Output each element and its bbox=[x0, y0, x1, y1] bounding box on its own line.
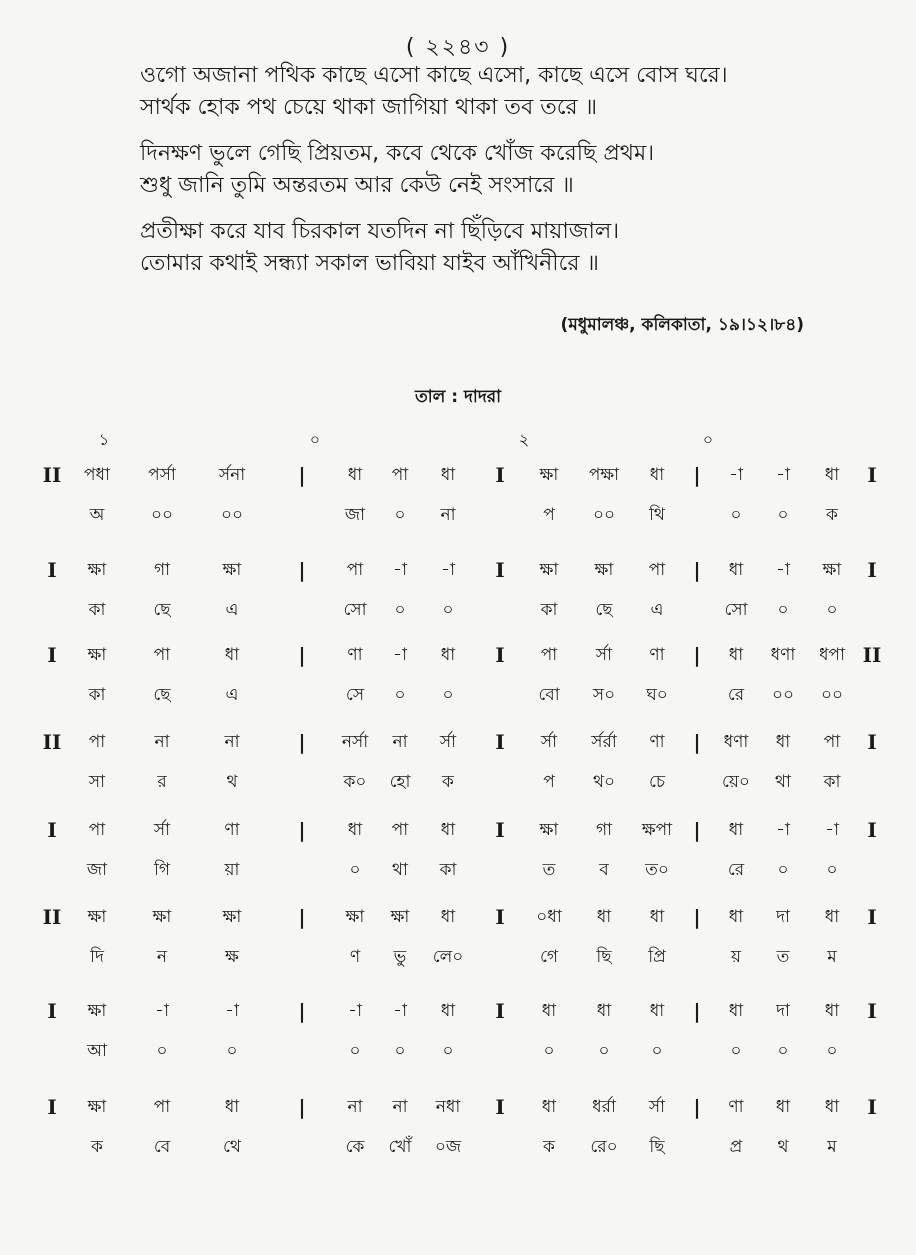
lyric-syllable: ক bbox=[91, 1137, 103, 1157]
swara-note: দা bbox=[776, 907, 790, 927]
lyric-syllable: হো bbox=[389, 772, 411, 792]
swara-note: ণা bbox=[224, 820, 240, 840]
swara-note: -া bbox=[776, 820, 790, 840]
lyric-syllable: ০০ bbox=[592, 505, 616, 525]
swara-note: -া bbox=[393, 1001, 407, 1021]
swara-note: ক্ষা bbox=[222, 907, 242, 927]
lyric-syllable: ০ bbox=[730, 505, 742, 525]
lyric-syllable: গে bbox=[539, 947, 559, 967]
lyric-syllable: ০ bbox=[777, 505, 789, 525]
swara-note: পধা bbox=[84, 465, 110, 485]
lyric-syllable: কে bbox=[345, 1137, 365, 1157]
lyric-syllable: ব bbox=[599, 860, 609, 880]
lyric-syllable: ছে bbox=[153, 600, 171, 620]
bar-line: I bbox=[495, 643, 505, 667]
lyric-syllable: ম bbox=[827, 1137, 837, 1157]
bar-line: I bbox=[495, 730, 505, 754]
swara-note: ধা bbox=[728, 645, 744, 665]
swara-note: ধা bbox=[775, 732, 791, 752]
swara-note: পা bbox=[153, 1097, 171, 1117]
lyric-syllable: সা bbox=[88, 772, 106, 792]
bar-line: I bbox=[47, 999, 57, 1023]
lyric-syllable: দি bbox=[90, 947, 104, 967]
bar-line: I bbox=[495, 463, 505, 487]
swara-note: ধা bbox=[347, 820, 363, 840]
lyric-syllable: ঘ০ bbox=[646, 685, 668, 705]
lyric-syllable: থে bbox=[223, 1137, 241, 1157]
bar-line: I bbox=[867, 463, 877, 487]
swara-note: ধা bbox=[649, 907, 665, 927]
bar-line: | bbox=[298, 905, 306, 929]
lyric-syllable: ভু bbox=[393, 947, 407, 967]
lyric-syllable: এ bbox=[650, 600, 664, 620]
swara-note: না bbox=[154, 732, 170, 752]
swara-note: ধা bbox=[728, 907, 744, 927]
swara-note: ধা bbox=[824, 1001, 840, 1021]
swara-note: ধা bbox=[440, 645, 456, 665]
swara-note: ধা bbox=[824, 1097, 840, 1117]
lyric-syllable: কা bbox=[88, 685, 106, 705]
lyric-syllable: জা bbox=[344, 505, 366, 525]
bar-line: I bbox=[867, 818, 877, 842]
lyric-syllable: ০ bbox=[826, 860, 838, 880]
lyric-syllable: ০০ bbox=[220, 505, 244, 525]
bar-line: | bbox=[298, 558, 306, 582]
bar-line: | bbox=[693, 1095, 701, 1119]
swara-note: র্সা bbox=[648, 1097, 666, 1117]
swara-note: ধা bbox=[347, 465, 363, 485]
swara-note: ক্ষা bbox=[594, 560, 614, 580]
bar-line: | bbox=[298, 730, 306, 754]
swara-note: ধা bbox=[596, 1001, 612, 1021]
lyric-syllable: প bbox=[543, 505, 555, 525]
lyric-syllable: ০ bbox=[777, 860, 789, 880]
swara-note: ধণা bbox=[770, 645, 796, 665]
swara-note: ক্ষা bbox=[390, 907, 410, 927]
lyric-syllable: ছে bbox=[595, 600, 613, 620]
lyric-syllable: সে bbox=[345, 685, 365, 705]
lyric-syllable: ক bbox=[442, 772, 454, 792]
swara-note: -া bbox=[776, 560, 790, 580]
swara-note: পা bbox=[391, 465, 409, 485]
bar-line: | bbox=[693, 905, 701, 929]
swara-note: -া bbox=[776, 465, 790, 485]
lyric-syllable: থা bbox=[392, 860, 408, 880]
swara-note: ক্ষা bbox=[87, 1097, 107, 1117]
swara-note: ধা bbox=[824, 465, 840, 485]
bar-line: I bbox=[495, 558, 505, 582]
lyric-syllable: ত bbox=[776, 947, 790, 967]
swara-note: পক্ষা bbox=[588, 465, 620, 485]
swara-note: ধা bbox=[440, 820, 456, 840]
swara-note: ধা bbox=[440, 907, 456, 927]
swara-note: ধা bbox=[728, 560, 744, 580]
swara-note: ক্ষা bbox=[539, 820, 559, 840]
bar-line: I bbox=[495, 999, 505, 1023]
lyric-syllable: ম bbox=[827, 947, 837, 967]
swara-note: র্সা bbox=[540, 732, 558, 752]
lyric-syllable: ০জ bbox=[434, 1137, 462, 1157]
swara-note: ক্ষা bbox=[822, 560, 842, 580]
swara-note: পা bbox=[88, 820, 106, 840]
swara-note: র্সা bbox=[153, 820, 171, 840]
lyric-syllable: আ bbox=[87, 1041, 107, 1061]
lyric-syllable: ছে bbox=[153, 685, 171, 705]
lyric-syllable: ০ bbox=[394, 505, 406, 525]
beat-mark: ১ bbox=[98, 430, 110, 449]
lyric-syllable: স০ bbox=[592, 685, 616, 705]
swara-note: ধা bbox=[775, 1097, 791, 1117]
lyric-syllable: ক bbox=[826, 505, 838, 525]
swara-note: -া bbox=[441, 560, 455, 580]
bar-line: | bbox=[693, 818, 701, 842]
lyric-syllable: খোঁ bbox=[388, 1137, 412, 1157]
lyric-syllable: ন bbox=[156, 947, 168, 967]
swara-note: -া bbox=[393, 560, 407, 580]
swara-note: পা bbox=[540, 645, 558, 665]
swara-note: ক্ষা bbox=[87, 907, 107, 927]
lyric-syllable: ০ bbox=[394, 1041, 406, 1061]
lyric-syllable: কা bbox=[823, 772, 841, 792]
swara-note: র্সনা bbox=[218, 465, 246, 485]
source-citation: (মধুমালঞ্চ, কলিকাতা, ১৯।১২।৮৪) bbox=[560, 315, 804, 335]
lyric-syllable: রে bbox=[727, 860, 745, 880]
beat-mark: ২ bbox=[518, 430, 530, 449]
tal-heading: তাল : দাদরা bbox=[414, 387, 502, 407]
lyric-syllable: লে০ bbox=[432, 947, 464, 967]
swara-note: ধণা bbox=[723, 732, 749, 752]
swara-note: -া bbox=[825, 820, 839, 840]
swara-note: ক্ষা bbox=[539, 560, 559, 580]
swara-note: ধা bbox=[224, 645, 240, 665]
swara-note: -া bbox=[155, 1001, 169, 1021]
beat-mark: ০ bbox=[702, 430, 714, 449]
lyric-syllable: থ bbox=[226, 772, 238, 792]
bar-line: | bbox=[298, 643, 306, 667]
lyric-syllable: ০ bbox=[442, 1041, 454, 1061]
swara-note: ণা bbox=[649, 732, 665, 752]
lyric-syllable: প্র bbox=[729, 1137, 743, 1157]
swara-note: ক্ষা bbox=[152, 907, 172, 927]
lyric-syllable: ০ bbox=[349, 860, 361, 880]
bar-line: I bbox=[495, 818, 505, 842]
lyric-syllable: চে bbox=[648, 772, 666, 792]
bar-line: II bbox=[862, 643, 882, 667]
lyric-line: শুধু জানি তুমি অন্তরতম আর কেউ নেই সংসারে ॥ bbox=[140, 173, 574, 198]
bar-line: I bbox=[867, 730, 877, 754]
lyric-syllable: প্রি bbox=[648, 947, 666, 967]
lyric-line: তোমার কথাই সন্ধ্যা সকাল ভাবিয়া যাইব আঁখিনীরে ॥ bbox=[140, 251, 599, 276]
swara-note: পর্সা bbox=[148, 465, 176, 485]
lyric-syllable: ০ bbox=[543, 1041, 555, 1061]
swara-note: গা bbox=[595, 820, 613, 840]
lyric-syllable: ০ bbox=[598, 1041, 610, 1061]
lyric-line: প্রতীক্ষা করে যাব চিরকাল যতদিন না ছিঁড়িবে মায়াজাল। bbox=[140, 219, 620, 244]
swara-note: ধা bbox=[649, 1001, 665, 1021]
swara-note: দা bbox=[776, 1001, 790, 1021]
lyric-syllable: ণ bbox=[349, 947, 361, 967]
swara-note: -া bbox=[225, 1001, 239, 1021]
lyric-syllable: বো bbox=[538, 685, 560, 705]
swara-note: ক্ষা bbox=[87, 560, 107, 580]
swara-note: নর্সা bbox=[341, 732, 369, 752]
swara-note: ণা bbox=[728, 1097, 744, 1117]
lyric-syllable: ত bbox=[542, 860, 556, 880]
bar-line: | bbox=[693, 558, 701, 582]
bar-line: I bbox=[867, 1095, 877, 1119]
lyric-syllable: ০ bbox=[777, 1041, 789, 1061]
lyric-syllable: গি bbox=[153, 860, 171, 880]
lyric-syllable: ছি bbox=[649, 1137, 665, 1157]
lyric-syllable: কা bbox=[439, 860, 457, 880]
bar-line: | bbox=[298, 1095, 306, 1119]
swara-note: ধা bbox=[824, 907, 840, 927]
lyric-line: সার্থক হোক পথ চেয়ে থাকা জাগিয়া থাকা তব তরে ॥ bbox=[140, 95, 598, 120]
swara-note: ধা bbox=[541, 1097, 557, 1117]
lyric-syllable: সো bbox=[724, 600, 748, 620]
bar-line: | bbox=[298, 463, 306, 487]
swara-note: ণা bbox=[347, 645, 363, 665]
swara-note: পা bbox=[153, 645, 171, 665]
swara-note: ণা bbox=[649, 645, 665, 665]
bar-line: I bbox=[867, 999, 877, 1023]
lyric-syllable: র bbox=[157, 772, 167, 792]
swara-note: নধা bbox=[435, 1097, 461, 1117]
swara-note: না bbox=[224, 732, 240, 752]
bar-line: I bbox=[867, 905, 877, 929]
swara-note: ধর্রা bbox=[592, 1097, 616, 1117]
swara-note: -া bbox=[729, 465, 743, 485]
swara-note: না bbox=[392, 732, 408, 752]
lyric-syllable: প bbox=[543, 772, 555, 792]
bar-line: II bbox=[42, 463, 62, 487]
swara-note: -া bbox=[393, 645, 407, 665]
swara-note: ক্ষা bbox=[345, 907, 365, 927]
lyric-syllable: থ bbox=[777, 1137, 789, 1157]
swara-note: ধপা bbox=[819, 645, 845, 665]
swara-note: গা bbox=[153, 560, 171, 580]
lyric-syllable: ০০ bbox=[150, 505, 174, 525]
lyric-syllable: ০ bbox=[651, 1041, 663, 1061]
swara-note: পা bbox=[648, 560, 666, 580]
swara-note: না bbox=[392, 1097, 408, 1117]
lyric-line: দিনক্ষণ ভুলে গেছি প্রিয়তম, কবে থেকে খোঁজ করেছি প্রথম। bbox=[140, 141, 655, 166]
bar-line: I bbox=[47, 643, 57, 667]
swara-note: পা bbox=[88, 732, 106, 752]
lyric-syllable: রে bbox=[727, 685, 745, 705]
lyric-syllable: ০ bbox=[826, 600, 838, 620]
bar-line: | bbox=[693, 643, 701, 667]
lyric-syllable: কা bbox=[88, 600, 106, 620]
lyric-syllable: ০০ bbox=[820, 685, 844, 705]
lyric-syllable: রে০ bbox=[590, 1137, 618, 1157]
lyric-syllable: ক০ bbox=[343, 772, 367, 792]
swara-note: ক্ষা bbox=[222, 560, 242, 580]
lyric-syllable: ০ bbox=[394, 685, 406, 705]
lyric-syllable: সো bbox=[343, 600, 367, 620]
lyric-line: ওগো অজানা পথিক কাছে এসো কাছে এসো, কাছে এসে বোস ঘরে। bbox=[140, 63, 728, 88]
swara-note: ক্ষা bbox=[87, 645, 107, 665]
lyric-syllable: ক bbox=[543, 1137, 555, 1157]
swara-note: পা bbox=[346, 560, 364, 580]
bar-line: | bbox=[693, 730, 701, 754]
lyric-syllable: ০ bbox=[442, 685, 454, 705]
swara-note: ধা bbox=[728, 820, 744, 840]
bar-line: II bbox=[42, 905, 62, 929]
page-number: ( ২২৪৩ ) bbox=[405, 35, 511, 60]
lyric-syllable: য় bbox=[730, 947, 742, 967]
lyric-syllable: এ bbox=[225, 600, 239, 620]
bar-line: I bbox=[47, 558, 57, 582]
lyric-syllable: ০ bbox=[442, 600, 454, 620]
lyric-syllable: ত০ bbox=[645, 860, 669, 880]
lyric-syllable: ০ bbox=[156, 1041, 168, 1061]
beat-mark: ০ bbox=[309, 430, 321, 449]
bar-line: I bbox=[867, 558, 877, 582]
swara-note: ধা bbox=[440, 1001, 456, 1021]
lyric-syllable: ০ bbox=[777, 600, 789, 620]
lyric-syllable: না bbox=[440, 505, 456, 525]
swara-note: ধা bbox=[728, 1001, 744, 1021]
bar-line: | bbox=[298, 818, 306, 842]
swara-note: না bbox=[347, 1097, 363, 1117]
lyric-syllable: কা bbox=[540, 600, 558, 620]
lyric-syllable: ০ bbox=[226, 1041, 238, 1061]
bar-line: I bbox=[47, 818, 57, 842]
lyric-syllable: এ bbox=[225, 685, 239, 705]
swara-note: র্সা bbox=[595, 645, 613, 665]
bar-line: | bbox=[693, 999, 701, 1023]
swara-note: র্সর্রা bbox=[591, 732, 617, 752]
swara-note: পা bbox=[823, 732, 841, 752]
swara-note: ধা bbox=[224, 1097, 240, 1117]
bar-line: I bbox=[47, 1095, 57, 1119]
lyric-syllable: থ০ bbox=[592, 772, 616, 792]
lyric-syllable: ০ bbox=[826, 1041, 838, 1061]
bar-line: II bbox=[42, 730, 62, 754]
bar-line: I bbox=[495, 905, 505, 929]
bar-line: I bbox=[495, 1095, 505, 1119]
lyric-syllable: জা bbox=[86, 860, 108, 880]
lyric-syllable: ক্ষ bbox=[225, 947, 239, 967]
swara-note: ক্ষা bbox=[539, 465, 559, 485]
swara-note: ধা bbox=[596, 907, 612, 927]
swara-note: ০ধা bbox=[536, 907, 562, 927]
swara-note: ধা bbox=[440, 465, 456, 485]
lyric-syllable: ০ bbox=[394, 600, 406, 620]
lyric-syllable: ০ bbox=[730, 1041, 742, 1061]
swara-note: ক্ষপা bbox=[641, 820, 673, 840]
swara-note: ক্ষা bbox=[87, 1001, 107, 1021]
swara-note: র্সা bbox=[439, 732, 457, 752]
lyric-syllable: য়া bbox=[224, 860, 240, 880]
swara-note: ধা bbox=[541, 1001, 557, 1021]
swara-note: -া bbox=[348, 1001, 362, 1021]
bar-line: | bbox=[298, 999, 306, 1023]
lyric-syllable: ০০ bbox=[771, 685, 795, 705]
swara-note: পা bbox=[391, 820, 409, 840]
bar-line: | bbox=[693, 463, 701, 487]
swara-note: ধা bbox=[649, 465, 665, 485]
lyric-syllable: বে bbox=[153, 1137, 171, 1157]
lyric-syllable: থা bbox=[775, 772, 791, 792]
lyric-syllable: ০ bbox=[349, 1041, 361, 1061]
lyric-syllable: অ bbox=[89, 505, 105, 525]
lyric-syllable: থি bbox=[649, 505, 665, 525]
lyric-syllable: য়ে০ bbox=[722, 772, 750, 792]
lyric-syllable: ছি bbox=[596, 947, 612, 967]
